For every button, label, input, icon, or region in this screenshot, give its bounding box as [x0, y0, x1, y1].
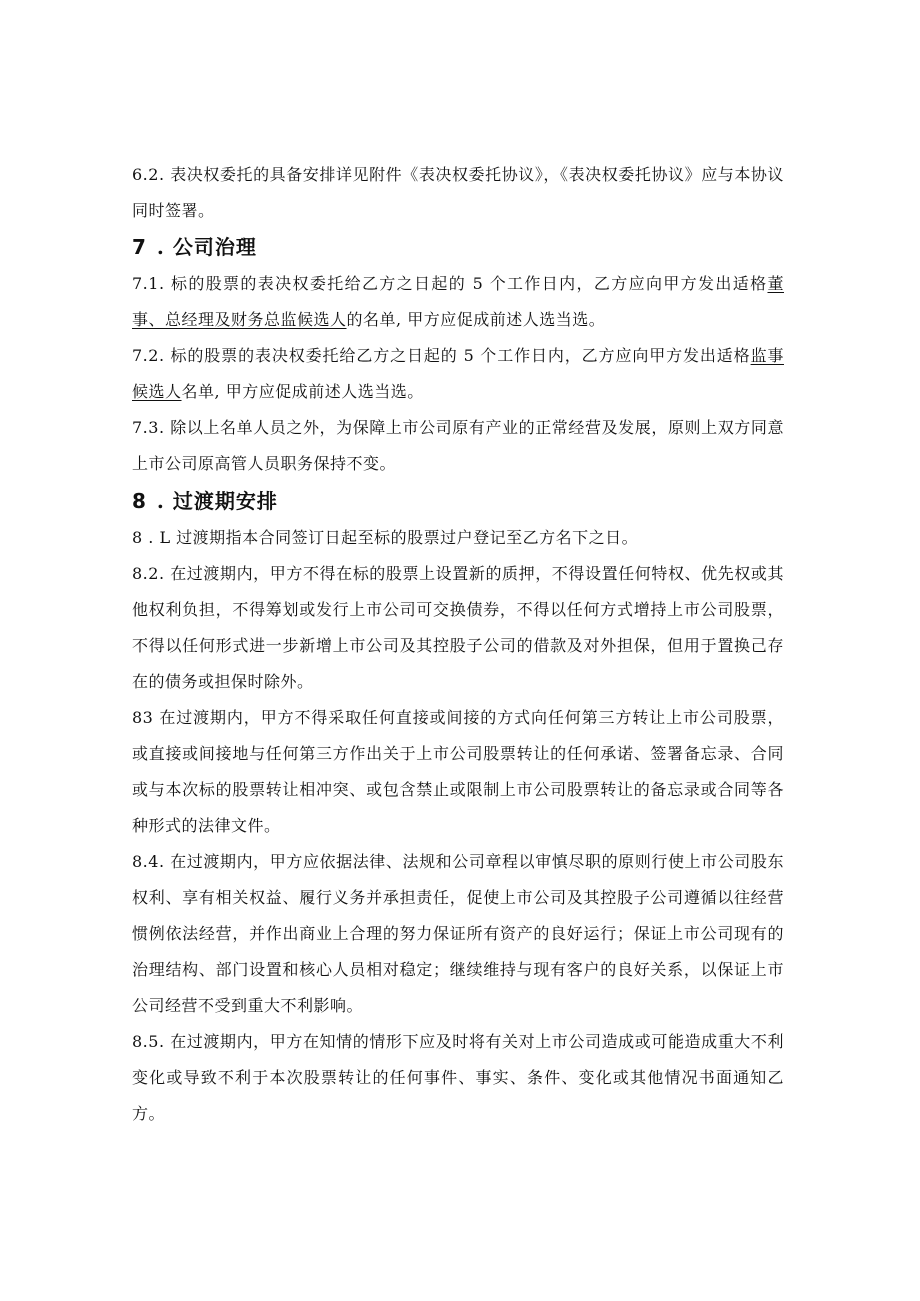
clause-7-1-underlined: 董事、总经理及财务总监候选人	[132, 274, 784, 329]
clause-8-5: 8.5. 在过渡期内，甲方在知情的情形下应及时将有关对上市公司造成或可能造成重大不利变化或导致不利于本次股票转让的任何事件、事实、条件、变化或其他情况书面通知乙方。	[132, 1032, 784, 1123]
clause-7-3: 7.3. 除以上名单人员之外，为保障上市公司原有产业的正常经营及发展，原则上双方同意上市公司原高管人员职务保持不变。	[132, 418, 784, 473]
clause-7-1	[132, 266, 784, 338]
section-7-heading	[132, 232, 784, 262]
clause-7-1-text-end: 的名单, 甲方应促成前述人选当选。	[346, 310, 606, 329]
clause-8-3: 83 在过渡期内，甲方不得采取任何直接或间接的方式向任何第三方转让上市公司股票，或直接或间接地与任何第三方作出关于上市公司股票转让的任何承诺、签署备忘录、合同或与本次标的股票转让相冲突、或包含禁止或限制上市公司股票转让的备忘录或合同等各种形式的法律文件。	[132, 708, 784, 835]
section-8-heading	[132, 486, 784, 516]
section-8-title: . 过渡期安排	[156, 489, 278, 513]
clause-7-2	[132, 338, 784, 410]
section-8-number: 8	[132, 489, 147, 513]
clause-8-4: 8.4. 在过渡期内，甲方应依据法律、法规和公司章程以审慎尽职的原则行使上市公司股东权利、享有相关权益、履行义务并承担责任，促使上市公司及其控股子公司遵循以往经营惯例依法经营，并作出商业上合理的努力保证所有资产的良好运行；保证上市公司现有的治理结构、部门设置和核心人员相对稳定；继续维持与现有客户的良好关系，以保证上市公司经营不受到重大不利影响。	[132, 852, 784, 1015]
clause-8-2: 8.2. 在过渡期内，甲方不得在标的股票上设置新的质押，不得设置任何特权、优先权或其他权利负担，不得筹划或发行上市公司可交换债券，不得以任何方式增持上市公司股票，不得以任何形式进一步新增上市公司及其控股子公司的借款及对外担保，但用于置换己存在的债务或担保时除外。	[132, 564, 784, 691]
clause-7-2-text-end: 名单, 甲方应促成前述人选当选。	[181, 382, 424, 401]
clause-6-2: 6.2. 表决权委托的具备安排详见附件《表决权委托协议》，《表决权委托协议》应与本协议同时签署。	[132, 165, 784, 220]
clause-8-1: 8 . L 过渡期指本合同签订日起至标的股票过户登记至乙方名下之日。	[132, 528, 639, 547]
section-7-title: . 公司治理	[156, 235, 257, 259]
section-7-number: 7	[132, 235, 147, 259]
clause-7-1-text: 7.1. 标的股票的表决权委托给乙方之日起的 5 个工作日内，乙方应向甲方发出适格	[132, 274, 768, 293]
clause-7-2-underlined: 监事候选人	[132, 346, 784, 401]
clause-7-2-text: 7.2. 标的股票的表决权委托给乙方之日起的 5 个工作日内，乙方应向甲方发出适格	[132, 346, 751, 365]
